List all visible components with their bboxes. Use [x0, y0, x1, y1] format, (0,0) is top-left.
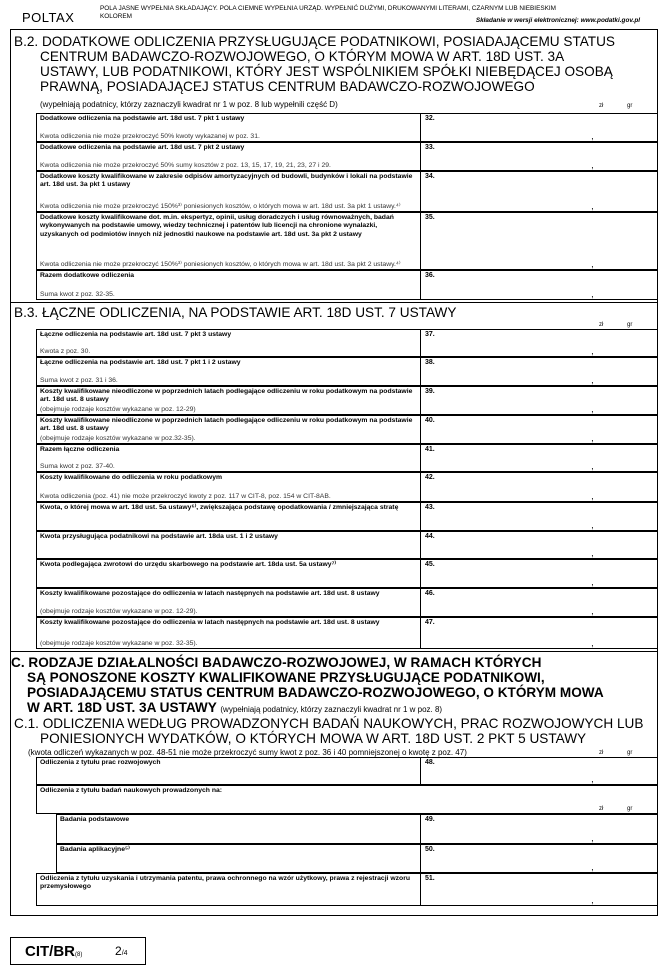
- section-c-title-line: POSIADAJĄCEMU STATUS CENTRUM BADAWCZO-ROZWOJOWEGO, O KTÓRYM MOWA: [27, 685, 604, 700]
- amount-input[interactable]: ,: [591, 862, 594, 872]
- b3-row-label: [37, 473, 421, 501]
- b3-row-label: [37, 532, 421, 558]
- b3-row-subtext: Kwota z poz. 30.: [40, 347, 91, 355]
- form-instructions-line1: POLA JASNE WYPEŁNIA SKŁADAJĄCY. POLA CIEMNE WYPEŁNIA URZĄD. WYPEŁNIĆ DUŻYMI, DRUKOWANYMI LITERAMI, CZARNYM LUB NIEBIESKIM: [100, 5, 556, 12]
- b3-row-label: [37, 387, 421, 414]
- form-instructions-line2: KOLOREM: [100, 13, 132, 20]
- amount-input[interactable]: ,: [591, 774, 594, 784]
- b3-row-subtext: Suma kwot z poz. 31 i 36.: [40, 376, 118, 384]
- b3-row-subtext: (obejmuje rodzaje kosztów wykazane w poz. 32-35).: [40, 639, 198, 647]
- section-c-title-line: C. RODZAJE DZIAŁALNOŚCI BADAWCZO-ROZWOJOWEJ, W RAMACH KTÓRYCH: [11, 655, 542, 670]
- section-c-note: (wypełniają podatnicy, którzy zaznaczyli kwadrat nr 1 w poz. 8): [220, 705, 443, 714]
- amount-input[interactable]: ,: [591, 638, 594, 648]
- b3-row-title: Kwota przysługująca podatnikowi na podstawie art. 18da ust. 1 i 2 ustawy: [40, 533, 278, 540]
- currency-gr-label: gr: [627, 806, 633, 812]
- b2-row-label: [37, 114, 421, 141]
- b2-row-title: Razem dodatkowe odliczenia: [40, 272, 135, 279]
- field-number: 46.: [425, 590, 435, 597]
- field-number: 34.: [425, 173, 435, 180]
- b3-row-title: Koszty kwalifikowane pozostające do odliczenia w latach następnych na podstawie art. 18d ust. 8 ustawy: [40, 619, 380, 626]
- field-number: 47.: [425, 619, 435, 626]
- b3-row-title: Łączne odliczenia na podstawie art. 18d ust. 7 pkt 3 ustawy: [40, 331, 232, 338]
- b3-row-title: Koszty kwalifikowane do odliczenia w roku podatkowym: [40, 474, 223, 481]
- b3-row: [36, 444, 658, 472]
- b3-row-subtext: (obejmuje rodzaje kosztów wykazane w poz. 12-29): [40, 405, 196, 413]
- b3-row-subtext: (obejmuje rodzaje kosztów wykazane w poz. 12-29).: [40, 607, 198, 615]
- b2-row-label: [37, 172, 421, 211]
- amount-input[interactable]: ,: [591, 491, 594, 501]
- amount-input[interactable]: ,: [591, 259, 594, 269]
- b3-row: [36, 472, 658, 502]
- b2-row-title: Dodatkowe odliczenia na podstawie art. 18d ust. 7 pkt 2 ustawy: [40, 144, 245, 151]
- amount-input[interactable]: ,: [591, 289, 594, 299]
- amount-input[interactable]: ,: [591, 375, 594, 385]
- field-number: 38.: [425, 359, 435, 366]
- b3-row: [36, 531, 658, 559]
- b2-row: [36, 270, 658, 300]
- b3-row-title: Koszty kwalifikowane pozostające do odliczenia w latach następnych na podstawie art. 18d ust. 8 ustawy: [40, 590, 380, 597]
- c1-row-label: [37, 758, 421, 784]
- form-id-box: [10, 937, 146, 965]
- b2-row: [36, 142, 658, 171]
- b3-row-title: Razem łączne odliczenia: [40, 446, 120, 453]
- currency-gr-label: gr: [627, 750, 633, 756]
- amount-input[interactable]: ,: [591, 160, 594, 170]
- b3-row: [36, 617, 658, 649]
- section-b2-title-line: USTAWY, LUB PODATNIKOWI, KTÓRY JEST WSPÓLNIKIEM SPÓŁKI NIEBĘDĄCEJ OSOBĄ: [40, 64, 613, 79]
- c1-row-title: Odliczenia z tytułu uzyskania i utrzymania patentu, prawa ochronnego na wzór użytkowy, prawa z rejestracji wzoru przemysłowego: [40, 875, 411, 891]
- field-number: 49.: [425, 816, 435, 823]
- field-number: 41.: [425, 446, 435, 453]
- b3-row-label: [37, 589, 421, 616]
- page-total: /4: [121, 950, 128, 957]
- amount-input[interactable]: ,: [591, 520, 594, 530]
- c1-row-title: Badania podstawowe: [60, 816, 130, 823]
- section-c-title: [11, 655, 657, 717]
- b2-row: [36, 171, 658, 212]
- b3-row: [36, 329, 658, 357]
- b2-row-subtext: Kwota odliczenia nie może przekroczyć 150%³⁾ poniesionych kosztów, o których mowa w art. 18d ust. 3a pkt 2 ustawy.⁴⁾: [40, 260, 401, 268]
- b2-row-title: Dodatkowe koszty kwalifikowane w zakresie odpisów amortyzacyjnych od budowli, budynków i lokali na podstawie art. 18d ust. 3a pkt 1 ustawy: [40, 173, 413, 189]
- field-number: 43.: [425, 504, 435, 511]
- b2-row-title: Dodatkowe koszty kwalifikowane dot. m.in. ekspertyz, opinii, usług doradczych i usług równoważnych, badań wykonywanych na podstawie umowy, wiedzy technicznej i patentów lub licencji na chronione wynalazki, uzyskanych od podmiotów innych niż jednostki naukowe na podstawie art. 18d ust. 3a pkt 2 ustawy: [40, 214, 394, 238]
- amount-input[interactable]: ,: [591, 833, 594, 843]
- section-divider: [10, 302, 658, 303]
- b3-row-subtext: Kwota odliczenia (poz. 41) nie może przekroczyć kwoty z poz. 117 w CIT-8, poz. 154 w CIT-8AB.: [40, 492, 331, 500]
- field-number: 37.: [425, 331, 435, 338]
- field-number: 48.: [425, 759, 435, 766]
- currency-gr-label: gr: [627, 322, 633, 328]
- b3-row-label: [37, 445, 421, 471]
- b2-row-label: [37, 143, 421, 170]
- section-c1-title: [14, 716, 643, 746]
- b2-row-label: [37, 213, 421, 269]
- page-number: [115, 944, 128, 958]
- field-number: 44.: [425, 533, 435, 540]
- b2-row-title: Dodatkowe odliczenia na podstawie art. 18d ust. 7 pkt 1 ustawy: [40, 115, 245, 122]
- b3-row: [36, 559, 658, 588]
- field-number: 42.: [425, 474, 435, 481]
- electronic-filing-note: Składanie w wersji elektronicznej: www.podatki.gov.pl: [475, 17, 640, 24]
- section-c1-title-line: C.1. ODLICZENIA WEDŁUG PROWADZONYCH BADAŃ NAUKOWYCH, PRAC ROZWOJOWYCH LUB: [14, 716, 644, 731]
- field-number: 33.: [425, 144, 435, 151]
- amount-input[interactable]: ,: [591, 131, 594, 141]
- field-number: 36.: [425, 272, 435, 279]
- field-number: 35.: [425, 214, 435, 221]
- form-version: (8): [75, 952, 83, 958]
- page-current: 2: [115, 944, 122, 958]
- b3-row: [36, 357, 658, 386]
- section-c-title-line-text: W ART. 18D UST. 3A USTAWY: [27, 700, 217, 715]
- amount-input[interactable]: ,: [591, 433, 594, 443]
- section-c-title-line: SĄ PONOSZONE KOSZTY KWALIFIKOWANE PRZYSŁUGUJĄCE PODATNIKOWI,: [27, 670, 545, 685]
- amount-input[interactable]: ,: [591, 404, 594, 414]
- section-b2-title-line: CENTRUM BADAWCZO-ROZWOJOWEGO, O KTÓRYM MOWA W ART. 18D UST. 3A: [40, 49, 565, 64]
- amount-input[interactable]: ,: [591, 201, 594, 211]
- b3-row-subtext: (obejmuje rodzaje kosztów wykazane w poz.32-35).: [40, 434, 196, 442]
- b3-row: [36, 415, 658, 444]
- b2-row-subtext: Kwota odliczenia nie może przekroczyć 50% sumy kosztów z poz. 13, 15, 17, 19, 21, 23, 27 i 29.: [40, 161, 331, 169]
- field-number: 40.: [425, 417, 435, 424]
- section-b2-note: (wypełniają podatnicy, którzy zaznaczyli kwadrat nr 1 w poz. 8 lub wypełnili część D): [40, 100, 338, 109]
- b3-row-label: [37, 416, 421, 443]
- b3-row-label: [37, 358, 421, 385]
- amount-input[interactable]: ,: [591, 346, 594, 356]
- section-divider: [10, 651, 658, 652]
- currency-zl-label: zł: [599, 103, 604, 109]
- currency-zl-label: zł: [599, 750, 604, 756]
- b3-row-label: [37, 618, 421, 648]
- b2-row-label: [37, 271, 421, 299]
- amount-input[interactable]: ,: [591, 606, 594, 616]
- b3-row: [36, 588, 658, 617]
- c1-row-title: Badania aplikacyjne⁵⁾: [60, 846, 130, 853]
- b3-row: [36, 386, 658, 415]
- amount-input[interactable]: ,: [591, 577, 594, 587]
- b3-row-subtext: Suma kwot z poz. 37-40.: [40, 462, 115, 470]
- c1-row-label: [57, 815, 421, 843]
- b2-row-subtext: Kwota odliczenia nie może przekroczyć 150%³⁾ poniesionych kosztów, o których mowa w art. 18d ust. 3a pkt 1 ustawy.⁴⁾: [40, 202, 401, 210]
- b3-row-label: [37, 560, 421, 587]
- c1-row: [36, 785, 658, 814]
- currency-zl-label: zł: [599, 806, 604, 812]
- section-b2-title: [14, 34, 615, 94]
- amount-input[interactable]: ,: [591, 461, 594, 471]
- currency-gr-label: gr: [627, 103, 633, 109]
- b3-row-title: Koszty kwalifikowane nieodliczone w poprzednich latach podlegające odliczeniu w roku podatkowym na podstawie art. 18d ust. 8 ustawy: [40, 388, 413, 404]
- field-number: 45.: [425, 561, 435, 568]
- c1-row: [36, 757, 658, 785]
- b3-row-title: Koszty kwalifikowane nieodliczone w poprzednich latach podlegające odliczeniu w roku podatkowym na podstawie art. 18d ust. 8 ustawy: [40, 417, 413, 433]
- b3-row-title: Łączne odliczenia na podstawie art. 18d ust. 7 pkt 1 i 2 ustawy: [40, 359, 241, 366]
- c1-row-title: Odliczenia z tytułu prac rozwojowych: [40, 759, 161, 766]
- section-b3-title: B.3. ŁĄCZNE ODLICZENIA, NA PODSTAWIE ART. 18D UST. 7 USTAWY: [14, 305, 457, 320]
- b3-row-title: Kwota podlegająca zwrotowi do urzędu skarbowego na podstawie art. 18da ust. 5a ustawy⁷⁾: [40, 561, 337, 568]
- b2-row-subtext: Suma kwot z poz. 32-35.: [40, 290, 115, 298]
- b3-row-title: Kwota, o której mowa w art. 18d ust. 5a ustawy⁶⁾, zwiększająca podstawę opodatkowania / zmniejszająca stratę: [40, 504, 399, 511]
- b2-row-subtext: Kwota odliczenia nie może przekroczyć 50% kwoty wykazanej w poz. 31.: [40, 132, 260, 140]
- b2-row: [36, 212, 658, 270]
- field-number: 32.: [425, 115, 435, 122]
- c1-row-label: [37, 786, 659, 813]
- section-c-title-line: [11, 700, 657, 717]
- c1-row: [36, 873, 658, 906]
- section-c1-title-line: PONIESIONYCH WYDATKÓW, O KTÓRYCH MOWA W ART. 18D UST. 2 PKT 5 USTAWY: [40, 731, 587, 746]
- amount-input[interactable]: ,: [591, 895, 594, 905]
- b3-row-label: [37, 503, 421, 530]
- b3-row-label: [37, 330, 421, 356]
- field-number: 39.: [425, 388, 435, 395]
- c1-row: [56, 844, 658, 873]
- field-number: 50.: [425, 846, 435, 853]
- c1-row-title: Odliczenia z tytułu badań naukowych prowadzonych na:: [40, 787, 223, 794]
- form-code-text: CIT/BR: [25, 943, 75, 960]
- poltax-logo: POLTAX: [22, 10, 75, 25]
- section-c1-note: (kwota odliczeń wykazanych w poz. 48-51 nie może przekroczyć sumy kwot z poz. 36 i 40 pomniejszonej o kwotę z poz. 47): [28, 748, 467, 757]
- c1-row: [56, 814, 658, 844]
- section-b2-title-line: B.2. DODATKOWE ODLICZENIA PRZYSŁUGUJĄCE PODATNIKOWI, POSIADAJĄCEMU STATUS: [14, 34, 615, 49]
- b3-row: [36, 502, 658, 531]
- field-number: 51.: [425, 875, 435, 882]
- c1-row-label: [37, 874, 421, 905]
- amount-input[interactable]: ,: [591, 548, 594, 558]
- form-code: [25, 943, 82, 960]
- c1-row-label: [57, 845, 421, 872]
- section-b2-title-line: PRAWNĄ, POSIADAJĄCEJ STATUS CENTRUM BADAWCZO-ROZWOJOWEGO: [40, 79, 535, 94]
- b2-row: [36, 113, 658, 142]
- currency-zl-label: zł: [599, 322, 604, 328]
